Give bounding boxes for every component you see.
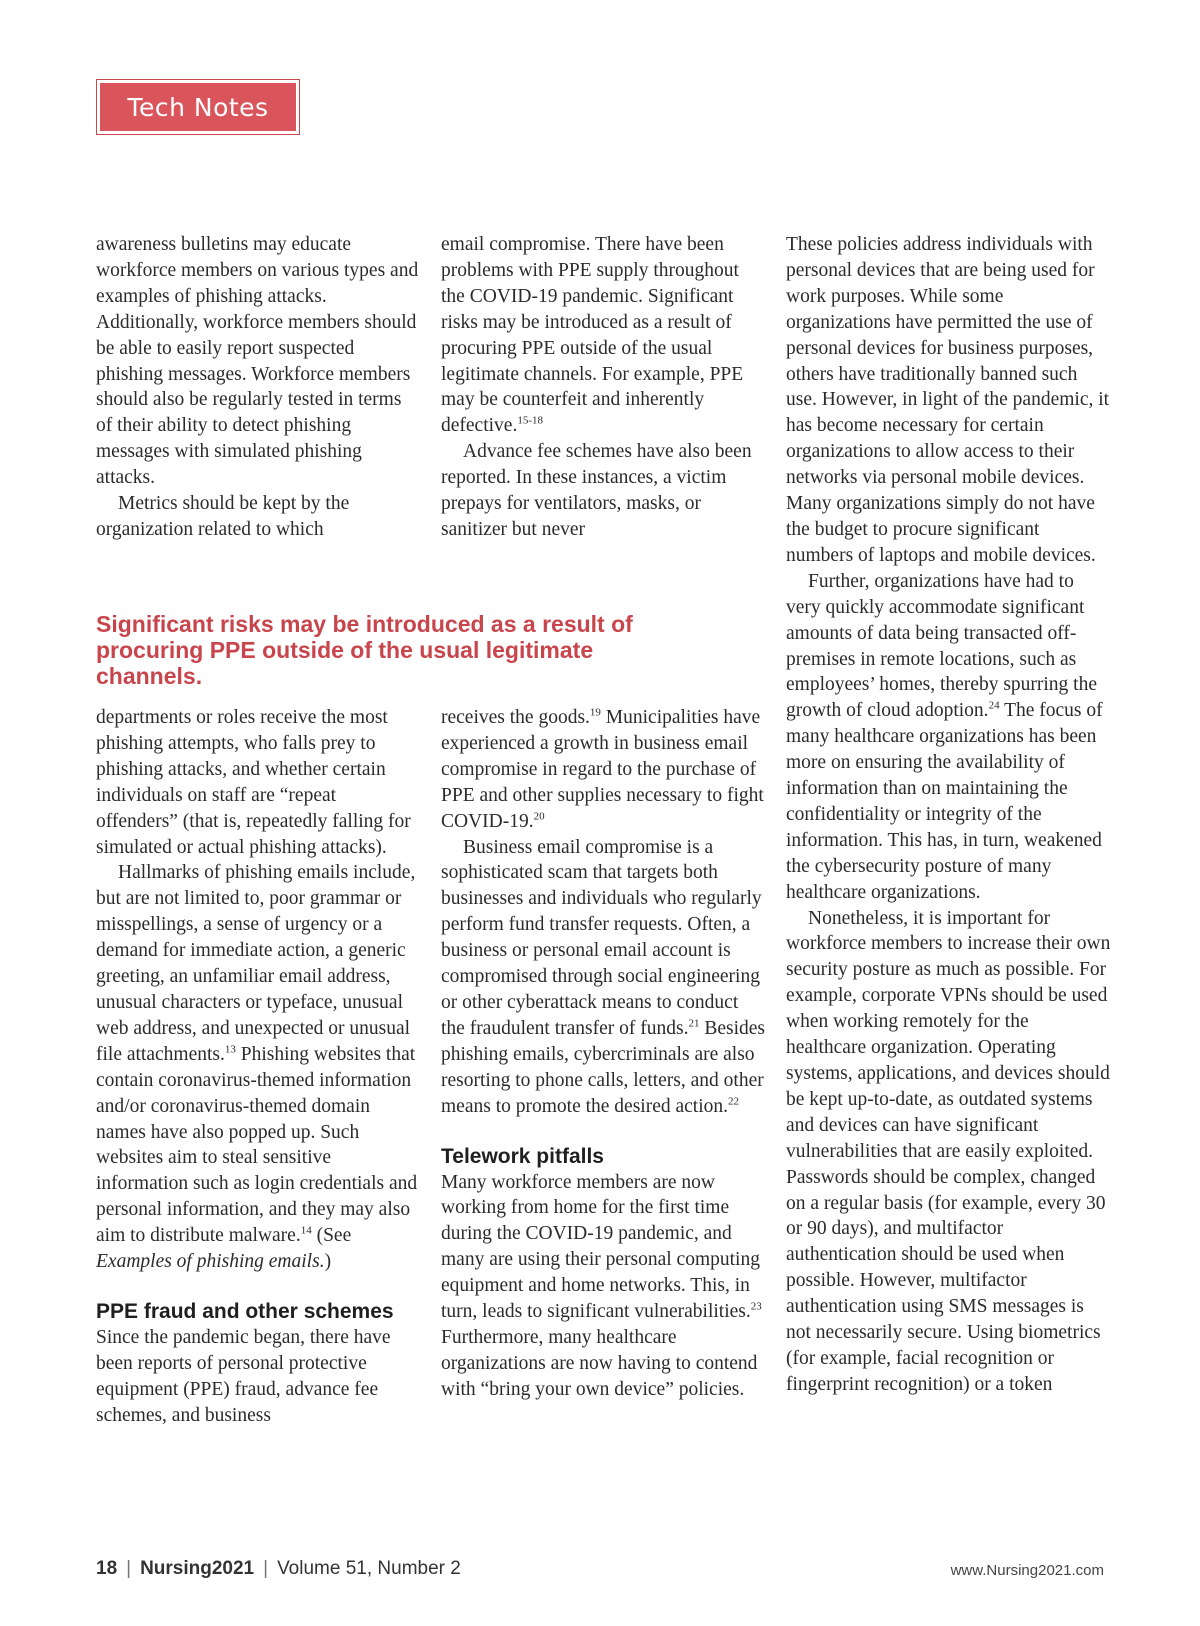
reference-superscript: 20 [533,810,545,823]
paragraph: Metrics should be kept by the organization related to which [96,493,350,540]
reference-superscript: 23 [750,1300,762,1313]
page-footer [96,1558,461,1580]
paragraph: These policies address individuals with personal devices that are being used for work purposes. While some organizations have permitted the use of personal devices for business purposes, others have traditionally banned such use. However, in light of the pandemic, it has become necessary for certain organizations to allow access to their networks via personal mobile devices. Many organizations simply do not have the budget to procure significant numbers of laptops and mobile devices. [786,234,1110,566]
volume-info: Volume 51, Number 2 [277,1558,461,1579]
footer-separator: | [126,1558,132,1579]
section-badge-label: Tech Notes [100,83,296,131]
paragraph: Nonetheless, it is important for workforce members to increase their own security posture as much as possible. For example, corporate VPNs should be used when working remotely for the healthcare organization. Operating systems, applications, and devices should be kept up-to-date, as outdated systems and devices can have significant vulnerabilities that are easily exploited. Passwords should be complex, changed on a regular basis (for example, every 30 or 90 days), and multifactor authentication should be used when possible. However, multifactor authentication using SMS messages is not necessarily secure. Using biometrics (for example, facial recognition or fingerprint recognition) or a token [786,907,1111,1395]
website-url[interactable]: www.Nursing2021.com [950,1562,1104,1579]
paragraph: Further, organizations have had to very quickly accommodate significant amounts of data being transacted off-premises in remote locations, such as employees’ homes, thereby spurring the growth of cloud adoption.$^{24}$ The focus of many healthcare organizations has been more on ensuring the availability of information than on maintaining the confidentiality or integrity of the information. This has, in turn, weakened the cybersecurity posture of many healthcare organizations. [786,570,1103,903]
section-badge [96,79,300,135]
reference-superscript: 24 [988,699,1000,712]
page-number: 18 [96,1558,118,1579]
paragraph: Hallmarks of phishing emails include, but are not limited to, poor grammar or misspellings, a sense of urgency or a demand for immediate action, a generic greeting, an unfamiliar email address, unusual characters or typeface, unusual web address, and unexpected or unusual file attachments.$^{13}$ Phishing websites that contain coronavirus-themed information and/or coronavirus-themed domain names have also popped up. Such websites aim to steal sensitive information such as login credentials and personal information, and they may also aim to distribute malware.$^{14}$ (See Examples of phishing emails.) [96,862,418,1273]
column-1-top [96,232,421,543]
paragraph: Since the pandemic began, there have been reports of personal protective equipment (PPE) fraud, advance fee schemes, and business [96,1326,391,1426]
reference-superscript: 22 [728,1095,739,1108]
paragraph: Advance fee schemes have also been reported. In these instances, a victim prepays for ventilators, masks, or sanitizer but never [441,441,752,540]
paragraph: Business email compromise is a sophisticated scam that targets both businesses and individuals who regularly perform fund transfer requests. Often, a business or personal email account is compromised through social engineering or other cyberattack means to conduct the fraudulent transfer of funds.$^{21}$ Besides phishing emails, cybercriminals are also resorting to phone calls, letters, and other means to promote the desired action.$^{22}$ [441,836,766,1117]
reference-superscript: 14 [300,1224,312,1237]
section-heading: Telework pitfalls [441,1144,604,1168]
section-heading: PPE fraud and other schemes [96,1299,394,1323]
pull-quote: Significant risks may be introduced as a result of procuring PPE outside of the usual legitimate channels. [96,611,633,689]
column-2-bottom [441,705,766,1403]
paragraph: email compromise. There have been problems with PPE supply throughout the COVID-19 pandemic. Significant risks may be introduced as a result of procuring PPE outside of the usual legitimate channels. For example, PPE may be counterfeit and inherently defective.$^{15-18}$ [441,234,744,437]
reference-superscript: 15-18 [517,414,543,427]
paragraph: Many workforce members are now working from home for the first time during the COVID-19 pandemic, and many are using their personal computing equipment and home networks. This, in turn, leads to significant vulnerabilities.$^{23}$ Furthermore, many healthcare organizations are now having to contend with “bring your own device” policies. [441,1171,762,1400]
reference-superscript: 13 [224,1043,236,1056]
column-3 [786,232,1111,1398]
paragraph: receives the goods.$^{19}$ Municipalities have experienced a growth in business email compromise in regard to the purchase of PPE and other supplies necessary to fight COVID-19.20 [441,706,764,832]
footer-separator: | [263,1558,269,1579]
reference-superscript: 19 [589,706,601,719]
column-2-top [441,232,766,543]
paragraph: departments or roles receive the most phishing attempts, who falls prey to phishing attacks, and whether certain individuals on staff are “repeat offenders” (that is, repeatedly falling for simulated or actual phishing attacks). [96,707,411,858]
column-1-bottom [96,705,421,1429]
reference-superscript: 21 [688,1017,700,1030]
paragraph: awareness bulletins may educate workforce members on various types and examples of phishing attacks. Additionally, workforce members should be able to easily report suspected phishing messages. Workforce members should also be regularly tested in terms of their ability to detect phishing messages with simulated phishing attacks. [96,234,419,489]
figure-reference: Examples of phishing emails. [96,1251,325,1273]
journal-name: Nursing2021 [140,1558,255,1579]
